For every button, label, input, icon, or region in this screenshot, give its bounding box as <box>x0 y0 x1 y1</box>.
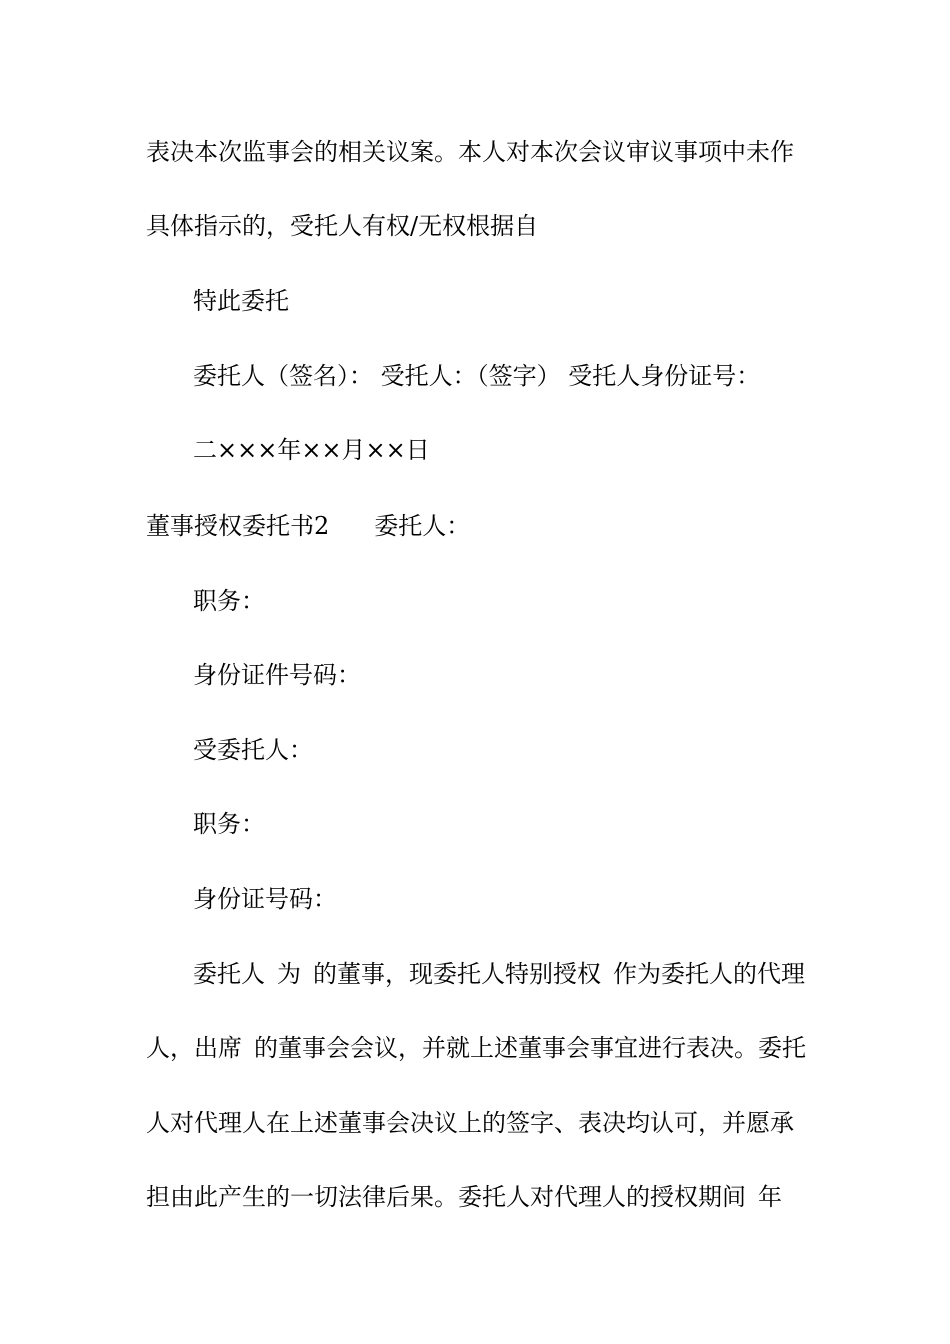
date-line: 二×××年××月××日 <box>193 436 430 464</box>
field-label-agent: 受委托人： <box>193 736 313 764</box>
text-fragment: 年 <box>758 1183 782 1211</box>
text-fragment: 人，出席 <box>146 1034 242 1062</box>
text-fragment: 委托人 <box>193 960 265 988</box>
signature-line: 委托人（签名）： 受托人：（签字） 受托人身份证号： <box>193 362 761 390</box>
paragraph-line: 人对代理人在上述董事会决议上的签字、表决均认可，并愿承 <box>146 1109 794 1137</box>
paragraph-line <box>146 1177 818 1217</box>
text-fragment: 为 <box>277 960 301 988</box>
text-fragment: 的董事会会议，并就上述董事会事宜进行表决。委托 <box>254 1034 806 1062</box>
field-label-principal: 委托人： <box>374 512 471 540</box>
text-fragment: 担由此产生的一切法律后果。委托人对代理人的授权期间 <box>146 1183 746 1211</box>
text-fragment: 的董事，现委托人特别授权 <box>313 960 601 988</box>
section-title: 董事授权委托书2 <box>146 512 330 540</box>
paragraph-line <box>146 1028 818 1068</box>
field-label-position: 职务： <box>193 587 265 615</box>
paragraph-line <box>193 954 865 994</box>
body-text-line: 表决本次监事会的相关议案。本人对本次会议审议事项中未作 <box>146 138 794 166</box>
field-label-agent-position: 职务： <box>193 810 265 838</box>
body-text-line: 具体指示的，受托人有权/无权根据自 <box>146 212 539 240</box>
closing-text: 特此委托 <box>193 287 289 315</box>
field-label-id-number: 身份证件号码： <box>193 661 361 689</box>
field-label-agent-id: 身份证号码： <box>193 885 337 913</box>
text-fragment: 作为委托人的代理 <box>613 960 805 988</box>
section-heading-line <box>146 506 818 546</box>
